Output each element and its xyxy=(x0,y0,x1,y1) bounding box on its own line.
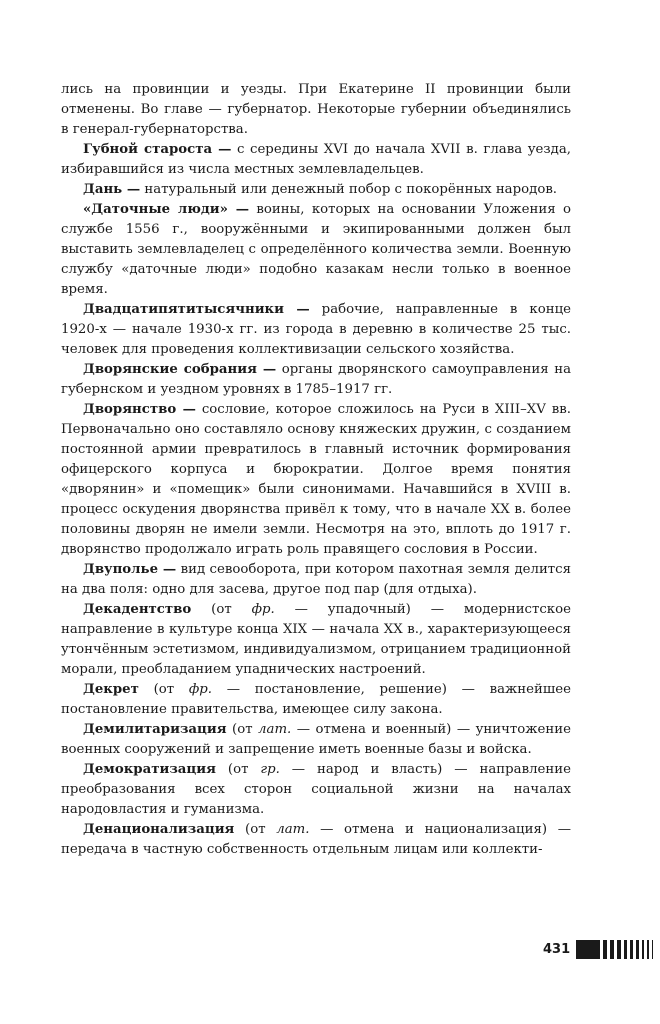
glossary-entry: Декадентство (от фр. — упадочный) — модернистское направление в культуре конца XIX — начала XX в., характеризующееся утончённым эстетизмом, индивидуализмом, отрицанием традиционной морали, преобладанием упаднических настроений. xyxy=(61,602,571,677)
entry-definition: — отмена и национализация) — передача в частную собственность отдельным лицам или коллекти- xyxy=(61,822,571,857)
entry-definition: — народ и власть) — направление преобразования всех сторон социальной жизни на началах народовластия и гуманизма. xyxy=(61,762,571,817)
entry-definition: — постановление, решение) — важнейшее постановление правительства, имеющее силу закона. xyxy=(61,682,571,717)
glossary-entry xyxy=(61,140,571,180)
page-number: 431 xyxy=(543,942,571,957)
entry-term: Декадентство xyxy=(83,602,192,617)
entry-language: фр. xyxy=(188,682,213,697)
glossary-entry xyxy=(61,400,571,560)
entry-definition: органы дворянского самоуправления на губернском и уездном уровнях в 1785–1917 гг. xyxy=(61,362,571,397)
entry-definition: сословие, которое сложилось на Руси в XIII–XV вв. Первоначально оно составляло основу княжеских дружин, с созданием постоянной армии превратилось в главный источник формирования офицерского корпуса и бюрократии. Долгое время понятия «дворянин» и «помещик» были синонимами. Начавшийся в XVIII в. процесс оскудения дворянства привёл к тому, что в начале XX в. более половины дворян не имели земли. Несмотря на это, вплоть до 1917 г. дворянство продолжало играть роль правящего сословия в России. xyxy=(61,402,571,557)
entry-definition: вид севооборота, при котором пахотная земля делится на два поля: одно для засева, другое под пар (для отдыха). xyxy=(61,562,571,597)
entry-term: Двадцатипятитысячники — xyxy=(83,302,310,317)
entry-term: Демократизация xyxy=(83,762,216,777)
glossary-entry xyxy=(61,300,571,360)
entry-term: «Даточные люди» — xyxy=(83,202,250,217)
entry-language: фр. xyxy=(251,602,275,617)
glossary-entry: Демилитаризация (от лат. — отмена и военный) — уничтожение военных сооружений и запрещение иметь военные базы и войска. xyxy=(61,722,571,757)
decorative-barcode-strip xyxy=(576,940,654,959)
entry-definition: с середины XVI до начала XVII в. глава уезда, избиравшийся из числа местных землевладельцев. xyxy=(61,142,571,177)
glossary-entry: Демократизация (от гр. — народ и власть) — направление преобразования всех сторон социальной жизни на началах народовластия и гуманизма. xyxy=(61,762,571,817)
entry-term: Денационализация xyxy=(83,822,235,837)
entry-term: Двуполье — xyxy=(83,562,177,577)
glossary-entry: Денационализация (от лат. — отмена и национализация) — передача в частную собственность отдельным лицам или коллекти- xyxy=(61,822,571,857)
glossary-entry xyxy=(61,560,571,600)
entry-language: гр. xyxy=(260,762,280,777)
glossary-entry xyxy=(61,180,571,200)
entry-term: Дворянство — xyxy=(83,402,196,417)
entry-definition: — отмена и военный) — уничтожение военных сооружений и запрещение иметь военные базы и войска. xyxy=(61,722,571,757)
page-footer xyxy=(0,937,660,967)
entry-language: лат. xyxy=(258,722,292,737)
glossary-entry xyxy=(61,360,571,400)
glossary-entry-continuation: лись на провинции и уезды. При Екатерине II провинции были отменены. Во главе — губернатор. Некоторые губернии объединялись в генерал-губернаторства. xyxy=(61,82,571,137)
entry-term: Дань — xyxy=(83,182,141,197)
entry-term: Губной староста — xyxy=(83,142,232,157)
entry-term: Демилитаризация xyxy=(83,722,227,737)
entry-definition: натуральный или денежный побор с покорённых народов. xyxy=(140,182,558,197)
entry-term: Дворянские собрания — xyxy=(83,362,277,377)
entry-language: лат. xyxy=(276,822,310,837)
glossary-entry xyxy=(61,200,571,300)
entry-term: Декрет xyxy=(83,682,139,697)
entry-definition: — упадочный) — модернистское направление в культуре конца XIX — начала XX в., характеризующееся утончённым эстетизмом, индивидуализмом, отрицанием традиционной морали, преобладанием упаднических настроений. xyxy=(61,602,571,677)
entry-definition: воины, которых на основании Уложения о службе 1556 г., вооружёнными и экипированными должен был выставить землевладелец с определённого количества земли. Военную службу «даточные люди» подобно казакам несли только в военное время. xyxy=(61,202,571,297)
glossary-page xyxy=(61,80,571,860)
entry-definition: рабочие, направленные в конце 1920-х — начале 1930-х гг. из города в деревню в количестве 25 тыс. человек для проведения коллективизации сельского хозяйства. xyxy=(61,302,571,357)
glossary-entry: Декрет (от фр. — постановление, решение) — важнейшее постановление правительства, имеющее силу закона. xyxy=(61,682,571,717)
